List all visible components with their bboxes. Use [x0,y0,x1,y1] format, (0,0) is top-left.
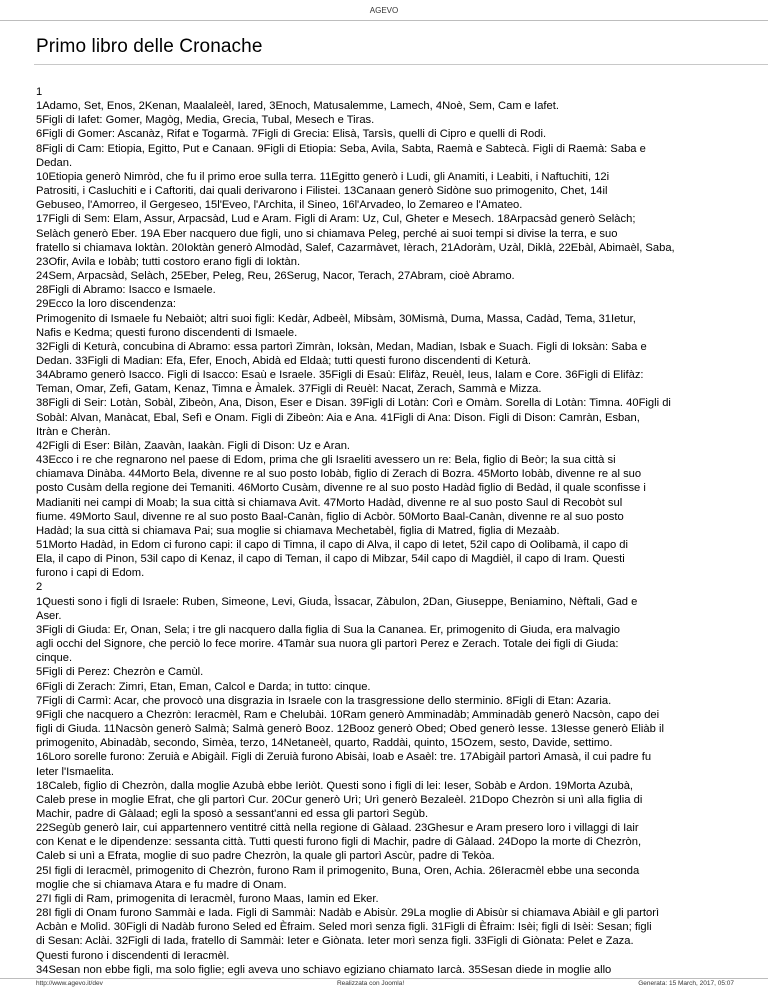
text-line: 3Figli di Giuda: Er, Onan, Sela; i tre gli nacquero dalla figlia di Sua la Cananea. Er, primogenito di Giuda, era malvagio [36,623,620,636]
text-line: 38Figli di Seir: Lotàn, Sobàl, Zibeòn, Ana, Dison, Eser e Disan. 39Figli di Lotàn: Corì e Omàm. Sorella di Lotàn: Timna. 40Figli di [36,397,671,410]
text-line: Hadàd; la sua città si chiamava Pai; sua moglie si chiamava Mechetabèl, figlia di Matred, figlia di Mezaàb. [36,524,560,537]
text-line: Questi furono i discendenti di Ieracmèl. [36,949,230,962]
text-line: 22Segùb generò Iair, cui appartennero ventitré città nella regione di Gàlaad. 23Ghesur e Aram presero loro i villaggi di Iair [36,822,639,835]
text-line: con Kenat e le dipendenze: sessanta città. Tutti questi furono figli di Machir, padre di Gàlaad. 24Dopo la morte di Chezròn, [36,836,642,849]
text-line: 17Figli di Sem: Elam, Assur, Arpacsàd, Lud e Aram. Figli di Aram: Uz, Cul, Gheter e Mesech. 18Arpacsàd generò Selàch; [36,213,636,226]
text-line: di Sesan: Aclài. 32Figli di Iada, fratello di Sammài: Ieter e Giònata. Ieter morì senza figli. 33Figli di Giònata: Pelet e Zaza. [36,935,634,948]
text-line: 43Ecco i re che regnarono nel paese di Edom, prima che gli Israeliti avessero un re: Bela, figlio di Beòr; la sua città si [36,454,616,467]
footer-divider [0,978,768,979]
text-line: 24Sem, Arpacsàd, Selàch, 25Eber, Peleg, Reu, 26Serug, Nacor, Terach, 27Abram, cioè Abramo. [36,270,515,283]
text-line: Acbàn e Molìd. 30Figli di Nadàb furono Seled ed Èfraim. Seled morì senza figli. 31Figli di Èfraim: Isèi; figli di Isèi: Sesan; figli [36,921,652,934]
text-line: cinque. [36,652,73,665]
text-line: 23Ofir, Avila e Iobàb; tutti costoro erano figli di Ioktàn. [36,255,301,268]
text-line: 42Figli di Eser: Bilàn, Zaavàn, Iaakàn. Figli di Dison: Uz e Aran. [36,439,351,452]
text-line: 51Morto Hadàd, in Edom ci furono capi: il capo di Timna, il capo di Alva, il capo di Ietet, 52il capo di Oolibamà, il capo di [36,539,629,551]
text-line: fiume. 49Morto Saul, divenne re al suo posto Baal-Canàn, figlio di Acbòr. 50Morto Baal-Canàn, divenne re al suo posto [36,510,624,523]
text-line: figli di Giuda. 11Nacsòn generò Salmà; Salmà generò Booz. 12Booz generò Obed; Obed generò Iesse. 13Iesse generò Eliàb il [36,723,664,736]
text-line: Ela, il capo di Pinon, 53il capo di Kenaz, il capo di Teman, il capo di Mibzar, 54il capo di Magdièl, il capo di Iram. Questi [36,553,625,566]
text-line: 5Figli di Perez: Chezròn e Camùl. [36,666,204,679]
text-line: Primogenito di Ismaele fu Nebaiòt; altri suoi figli: Kedàr, Adbeèl, Mibsàm, 30Mismà, Duma, Massa, Cadàd, Tema, 31Ietur, [36,312,636,325]
text-line: Dedan. [36,156,73,169]
text-line: fratello si chiamava Ioktàn. 20Ioktàn generò Almodàd, Salef, Cazarmàvet, Ièrach, 21Adoràm, Uzàl, Diklà, 22Ebàl, Abimaèl, Saba, [36,241,675,254]
page-footer [36,980,734,992]
document-body [36,85,768,977]
text-line: Caleb prese in moglie Efrat, che gli partorì Cur. 20Cur generò Urì; Urì generò Bezaleèl. 21Dopo Chezròn si unì alla figlia di [36,793,643,806]
text-line: Teman, Omar, Zefi, Gatam, Kenaz, Timna e Àmalek. 37Figli di Reuèl: Nacat, Zerach, Sammà e Mizza. [36,383,542,396]
text-line: furono i capi di Edom. [36,567,145,580]
text-line: 6Figli di Zerach: Zimri, Etan, Eman, Calcol e Darda; in tutto: cinque. [36,680,371,693]
text-line: Machir, padre di Gàlaad; egli la sposò a sessant'anni ed essa gli partorì Segùb. [36,807,429,820]
text-line: 6Figli di Gomer: Ascanàz, Rifat e Togarmà. 7Figli di Grecia: Elisà, Tarsìs, quelli di Cipro e quelli di Rodi. [36,128,547,141]
text-line: 2 [36,581,43,594]
text-line: 10Etiopia generò Nimròd, che fu il primo eroe sulla terra. 11Egitto generò i Ludi, gli Anamiti, i Leabiti, i Naftuchiti, 12i [36,170,610,183]
site-name: AGEVO [369,6,399,15]
header-divider [0,20,768,21]
title-divider [34,64,768,65]
text-line: moglie che si chiamava Atara e fu madre di Onam. [36,878,287,891]
text-line: Gebuseo, l'Amorreo, il Gergeseo, 15l'Eveo, l'Archita, il Sineo, 16l'Arvadeo, lo Zemareo e l'Amateo. [36,199,523,212]
page-title: Primo libro delle Cronache [36,36,263,57]
text-line: 28Figli di Abramo: Isacco e Ismaele. [36,284,216,297]
text-line: Selàch generò Eber. 19A Eber nacquero due figli, uno si chiamava Peleg, perché ai suoi tempi si divise la terra, e suo [36,227,618,240]
footer-generated: Generata: 15 March, 2017, 05:07 [638,980,734,987]
text-line: Patrositi, i Casluchiti e i Caftoriti, dai quali derivarono i Filistei. 13Canaan generò Sidòne suo primogenito, Chet, 14il [36,185,608,198]
text-line: Madianiti nei campi di Moab; la sua città si chiamava Avit. 47Morto Hadàd, divenne re al suo posto Saul di Recobòt sul [36,496,623,509]
text-line: 28I figli di Onam furono Sammài e Iada. Figli di Sammài: Nadàb e Abisùr. 29La moglie di Abisùr si chiamava Abiàil e gli partorì [36,907,660,920]
text-line: chiamava Dinàba. 44Morto Bela, divenne re al suo posto Iobàb, figlio di Zerach di Bozra. 45Morto Iobàb, divenne re al suo [36,468,642,481]
text-line: Caleb si unì a Efrata, moglie di suo padre Chezròn, la quale gli partorì Ascùr, padre di Tekòa. [36,850,495,863]
text-line: agli occhi del Signore, che perciò lo fece morire. 4Tamàr sua nuora gli partorì Perez e Zerach. Totale dei figli di Giuda: [36,638,619,651]
text-line: 7Figli di Carmì: Acar, che provocò una disgrazia in Israele con la trasgressione dello sterminio. 8Figli di Etan: Azaria. [36,694,612,707]
footer-url[interactable]: http://www.agevo.it/dev [36,980,103,987]
text-line: Aser. [36,609,62,622]
text-line: 5Figli di Iafet: Gomer, Magòg, Media, Grecia, Tubal, Mesech e Tiras. [36,114,375,127]
text-line: primogenito, Abinadàb, secondo, Simèa, terzo, 14Netaneèl, quarto, Raddài, quinto, 15Ozem, sesto, Davide, settimo. [36,737,613,750]
text-line: 16Loro sorelle furono: Zeruià e Abigàil. Figli di Zeruià furono Abisài, Ioab e Asaèl: tre. 17Abigàil partorì Amasà, il cui padre fu [36,751,652,764]
site-header [0,0,768,18]
text-line: 32Figli di Keturà, concubina di Abramo: essa partorì Zimràn, Ioksàn, Medan, Madian, Isbak e Suach. Figli di Ioksàn: Saba e [36,340,647,353]
text-line: 1Questi sono i figli di Israele: Ruben, Simeone, Levi, Giuda, Ìssacar, Zàbulon, 2Dan, Giuseppe, Beniamino, Nèftali, Gad e [36,595,638,608]
text-line: Sobàl: Alvan, Manàcat, Ebal, Sefì e Onam. Figli di Zibeòn: Aia e Ana. 41Figli di Ana: Dison. Figli di Dison: Camràn, Esban, [36,411,640,424]
text-line: 27I figli di Ram, primogenita di Ieracmèl, furono Maas, Iamin ed Eker. [36,892,379,905]
text-line: posto Cusàm della regione dei Temaniti. 46Morto Cusàm, divenne re al suo posto Hadàd figlio di Bedàd, il quale sconfisse i [36,482,646,495]
text-line: 1 [36,86,43,98]
text-line: 29Ecco la loro discendenza: [36,298,176,311]
text-line: 25I figli di Ieracmèl, primogenito di Chezròn, furono Ram il primogenito, Buna, Oren, Achia. 26Ieracmèl ebbe una seconda [36,864,640,877]
footer-made-with: Realizzata con Joomla! [336,980,405,987]
text-line: 1Adamo, Set, Enos, 2Kenan, Maalaleèl, Iared, 3Enoch, Matusalemme, Lamech, 4Noè, Sem, Cam e Iafet. [36,100,559,113]
text-line: Dedan. 33Figli di Madian: Efa, Efer, Enoch, Abidà ed Eldaà; tutti questi furono discendenti di Keturà. [36,354,532,367]
text-line: 8Figli di Cam: Etiopia, Egitto, Put e Canaan. 9Figli di Etiopia: Seba, Avila, Sabta, Raemà e Sabtecà. Figli di Raemà: Saba e [36,142,646,155]
text-line: 18Caleb, figlio di Chezròn, dalla moglie Azubà ebbe Ieriòt. Questi sono i figli di lei: Ieser, Sobàb e Ardon. 19Morta Azubà, [36,779,634,792]
text-line: 34Sesan non ebbe figli, ma solo figlie; egli aveva uno schiavo egiziano chiamato Iarcà. 35Sesan diede in moglie allo [36,963,612,976]
text-line: Nafis e Kedma; questi furono discendenti di Ismaele. [36,326,298,339]
text-line: 34Abramo generò Isacco. Figli di Isacco: Esaù e Israele. 35Figli di Esaù: Elifàz, Reuèl, Ieus, Ialam e Core. 36Figli di Elifàz: [36,369,644,382]
text-line: Itràn e Cheràn. [36,425,111,438]
text-line: Ieter l'Ismaelita. [36,765,114,778]
text-line: 9Figli che nacquero a Chezròn: Ieracmèl, Ram e Chelubài. 10Ram generò Amminadàb; Amminadàb generò Nacsòn, capo dei [36,708,660,721]
